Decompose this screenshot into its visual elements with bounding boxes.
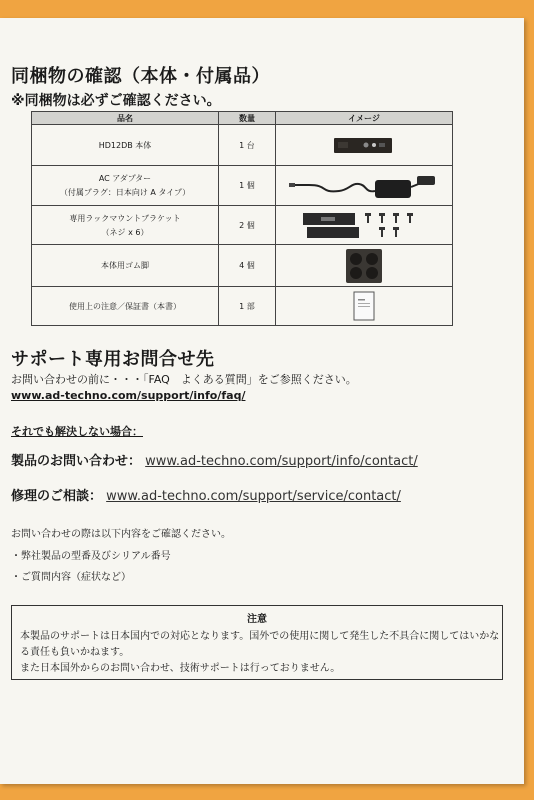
repair-contact-line <box>11 485 401 504</box>
item-qty: 2 個 <box>219 206 276 245</box>
header-qty: 数量 <box>219 112 276 125</box>
header-name: 品名 <box>32 112 219 125</box>
table-row <box>32 287 453 326</box>
item-qty: 1 部 <box>219 287 276 326</box>
item-name: HD12DB 本体 <box>32 125 219 166</box>
item-qty: 4 個 <box>219 245 276 287</box>
item-name: AC アダプター （付属プラグ：日本向け A タイプ） <box>32 166 219 206</box>
item-name: 専用ラックマウントブラケット （ネジ x 6） <box>32 206 219 245</box>
faq-link[interactable]: www.ad-techno.com/support/info/faq/ <box>11 389 246 402</box>
header-image: イメージ <box>276 112 453 125</box>
item-qty: 1 台 <box>219 125 276 166</box>
rack-bracket-icon <box>276 206 453 245</box>
product-contact-line <box>11 450 418 469</box>
item-name: 本体用ゴム脚 <box>32 245 219 287</box>
table-header-row <box>32 112 453 125</box>
product-contact-link[interactable]: www.ad-techno.com/support/info/contact/ <box>145 454 418 469</box>
bundle-subtitle: ※同梱物は必ずご確認ください。 <box>11 93 221 109</box>
document-page <box>0 18 524 784</box>
device-unit-icon <box>276 125 453 166</box>
bundle-table <box>31 111 453 326</box>
table-row <box>32 125 453 166</box>
notice-box <box>11 605 503 680</box>
item-name: 使用上の注意／保証書（本書） <box>32 287 219 326</box>
faq-intro: お問い合わせの前に・・・「FAQ よくある質問」をご参照ください。 <box>11 373 357 386</box>
support-title: サポート専用お問合せ先 <box>11 349 215 370</box>
confirm-intro: お問い合わせの際は以下内容をご確認ください。 <box>11 529 231 540</box>
notice-title: 注意 <box>247 614 267 625</box>
repair-contact-link[interactable]: www.ad-techno.com/support/service/contact/ <box>106 489 401 504</box>
item-qty: 1 個 <box>219 166 276 206</box>
table-row <box>32 206 453 245</box>
confirm-item: ・ご質問内容（症状など） <box>11 572 131 583</box>
table-row <box>32 166 453 206</box>
rubber-feet-icon <box>276 245 453 287</box>
ac-adapter-icon <box>276 166 453 206</box>
table-row <box>32 245 453 287</box>
bundle-title: 同梱物の確認（本体・付属品） <box>11 66 270 87</box>
confirm-item: ・弊社製品の型番及びシリアル番号 <box>11 551 171 562</box>
notice-body: 本製品のサポートは日本国内での対応となります。国外での使用に関して発生した不具合に関してはいかな る責任も負いかねます。 また日本国外からのお問い合わせ、技術サポートは行っておりません。 <box>20 631 500 674</box>
repair-contact-label: 修理のご相談： <box>11 489 103 504</box>
product-contact-label: 製品のお問い合わせ： <box>11 454 142 469</box>
manual-icon <box>276 287 453 326</box>
unresolved-heading: それでも解決しない場合： <box>11 425 143 438</box>
